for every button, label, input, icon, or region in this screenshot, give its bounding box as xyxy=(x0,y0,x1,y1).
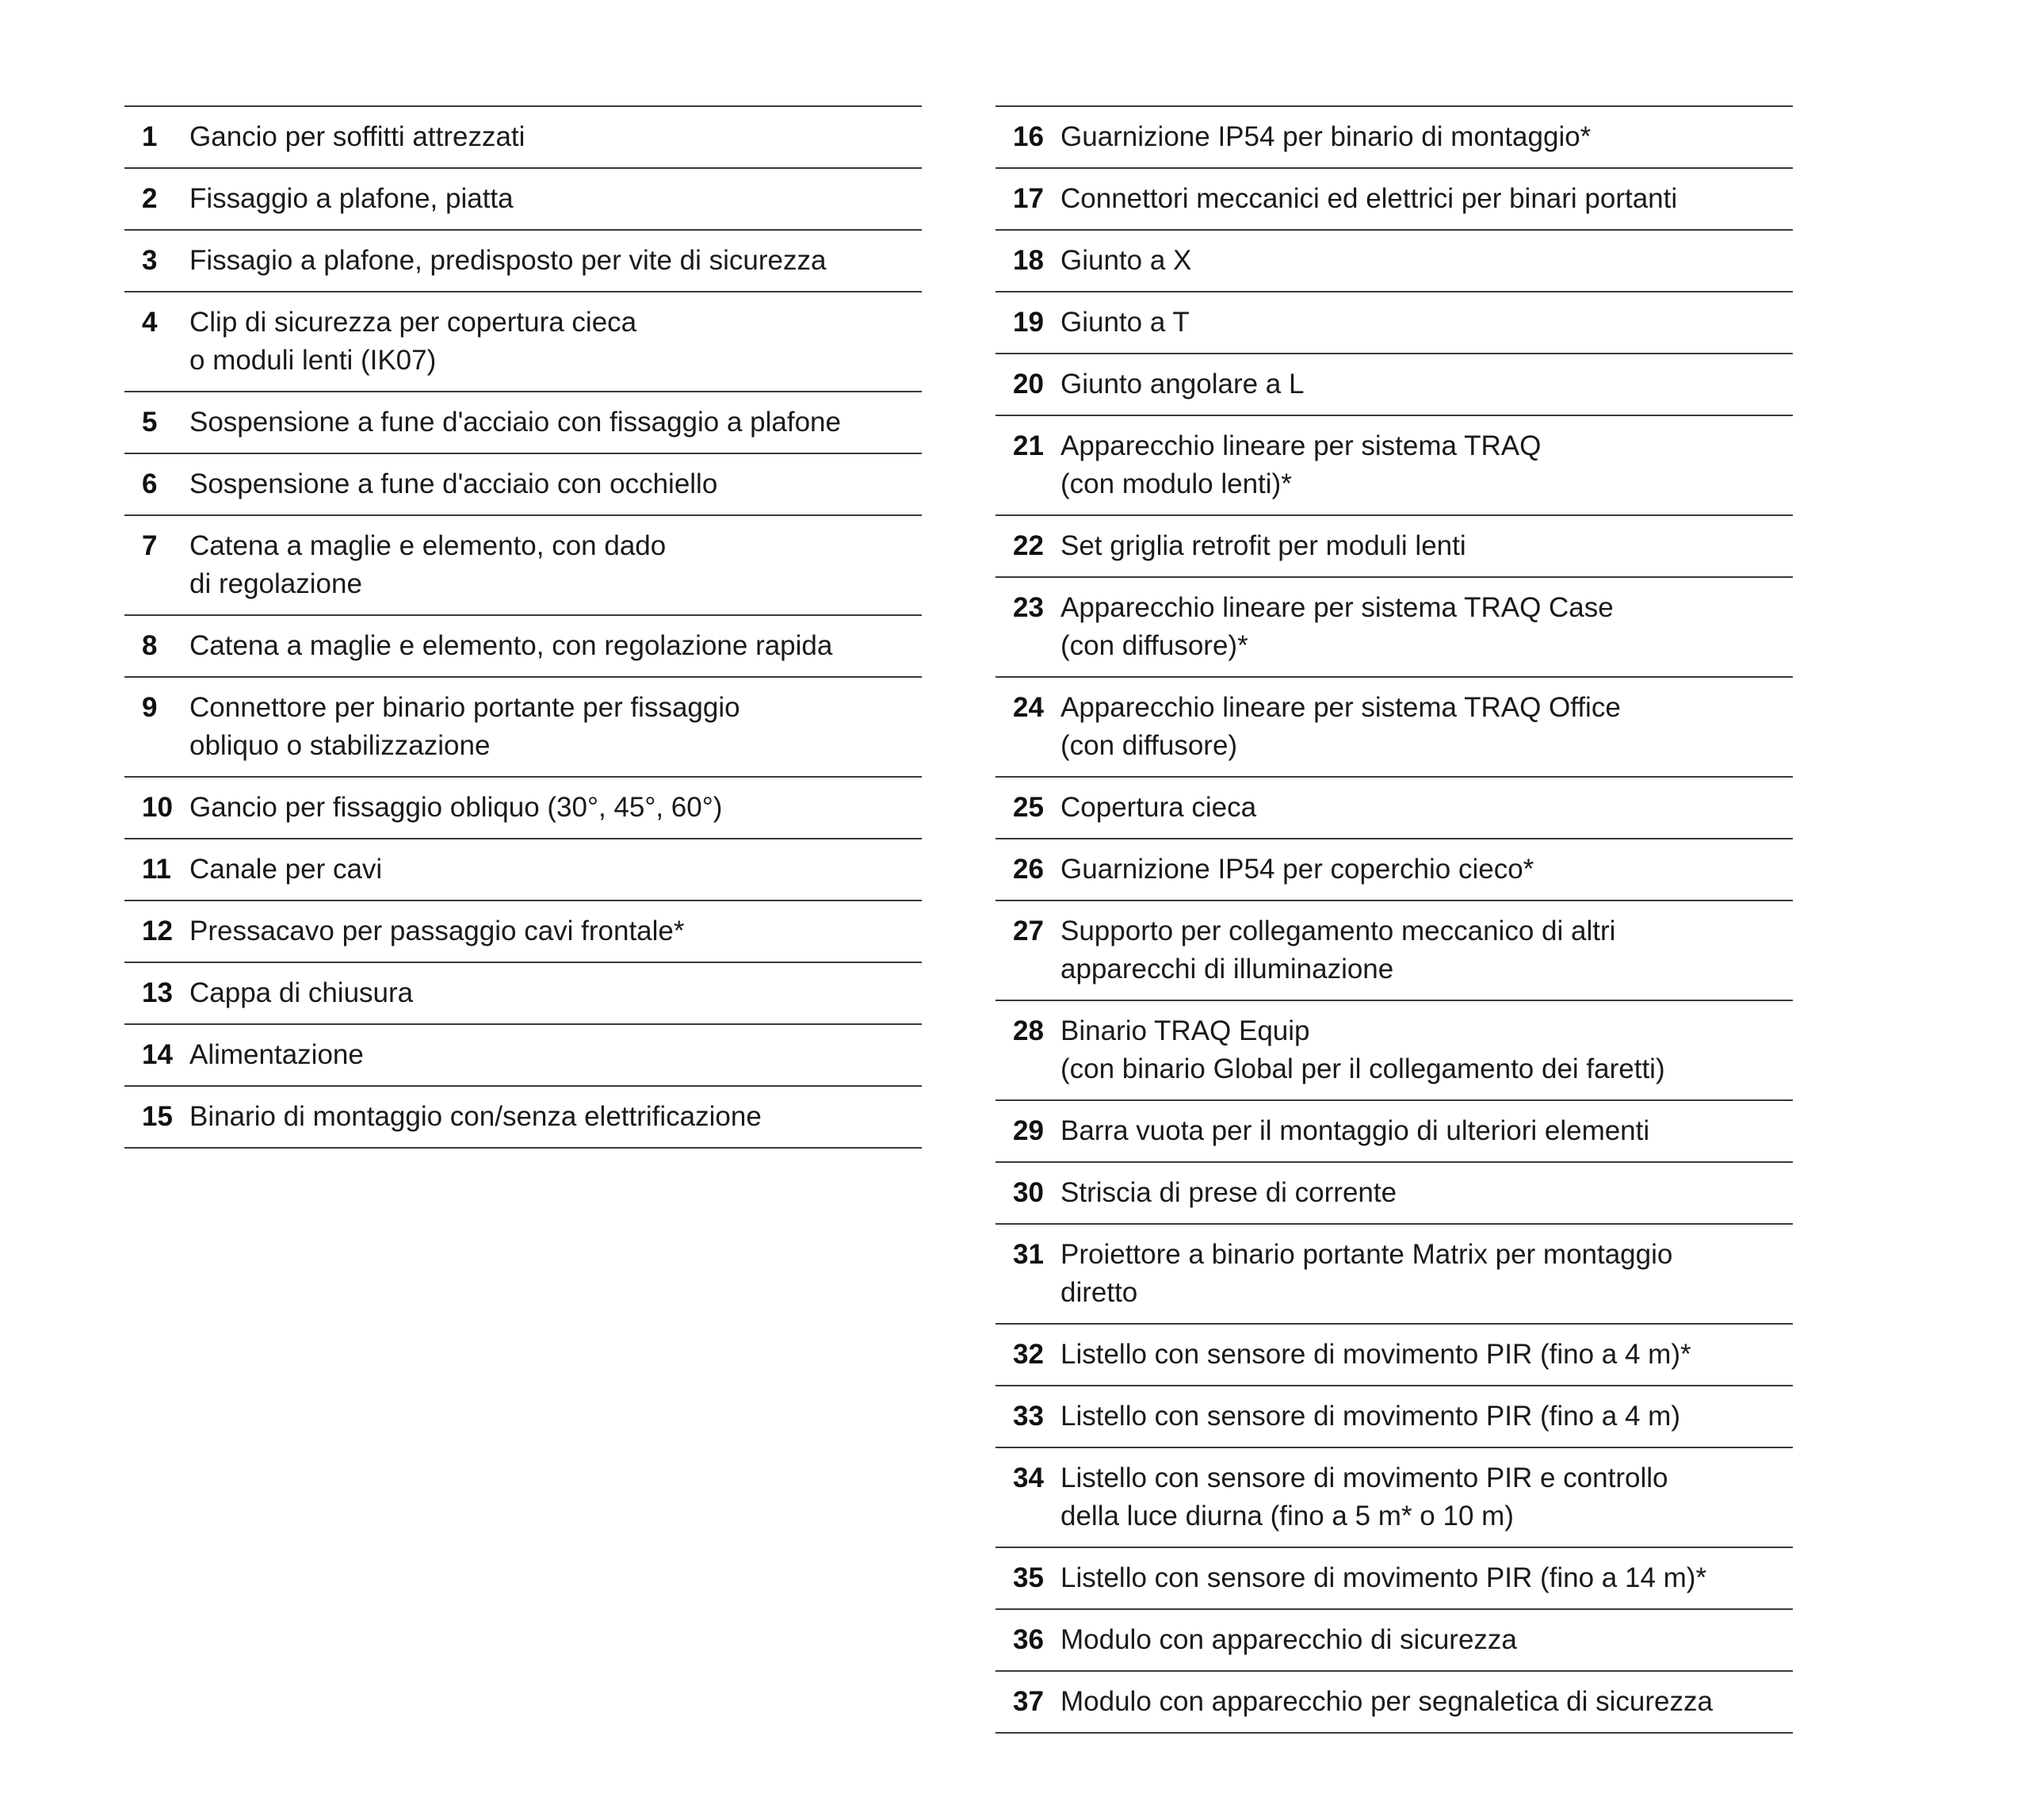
item-description xyxy=(189,304,636,380)
item-description-line: Giunto angolare a L xyxy=(1060,369,1305,400)
parts-list-row xyxy=(995,1325,1793,1386)
item-description xyxy=(189,627,832,665)
item-number: 24 xyxy=(1013,692,1044,723)
item-description xyxy=(1060,689,1621,765)
item-number: 19 xyxy=(1013,307,1044,338)
parts-list-row xyxy=(995,516,1793,578)
item-description-line: Guarnizione IP54 per coperchio cieco* xyxy=(1060,854,1534,885)
item-description-line: obliquo o stabilizzazione xyxy=(189,730,491,761)
item-description-line: (con diffusore) xyxy=(1060,730,1238,761)
item-number: 1 xyxy=(142,121,158,152)
item-description-line: Apparecchio lineare per sistema TRAQ Case xyxy=(1060,592,1614,623)
item-number: 22 xyxy=(1013,530,1044,561)
item-description xyxy=(1060,365,1304,403)
item-description-line: Giunto a T xyxy=(1060,307,1190,338)
item-number: 17 xyxy=(1013,183,1044,214)
item-description xyxy=(189,851,382,889)
parts-list-right xyxy=(995,105,1793,1734)
item-description-line: Apparecchio lineare per sistema TRAQ Office xyxy=(1060,692,1621,723)
item-description-line: Modulo con apparecchio di sicurezza xyxy=(1060,1624,1517,1655)
item-number: 37 xyxy=(1013,1686,1044,1717)
item-description xyxy=(1060,1236,1672,1312)
parts-list-row xyxy=(124,901,922,963)
item-description-line: (con binario Global per il collegamento dei faretti) xyxy=(1060,1053,1665,1084)
parts-list-row xyxy=(124,392,922,454)
item-description xyxy=(1060,1336,1691,1374)
item-description-line: Sospensione a fune d'acciaio con fissaggio a plafone xyxy=(189,407,841,438)
parts-list-left xyxy=(124,105,922,1149)
item-number: 27 xyxy=(1013,916,1044,946)
item-number: 29 xyxy=(1013,1115,1044,1146)
item-description xyxy=(1060,1559,1706,1597)
parts-list-row xyxy=(995,839,1793,901)
parts-list-row xyxy=(995,1163,1793,1225)
item-description xyxy=(1060,118,1591,156)
item-description-line: o moduli lenti (IK07) xyxy=(189,345,437,376)
parts-list-row xyxy=(995,354,1793,416)
item-description xyxy=(1060,789,1256,827)
item-number: 6 xyxy=(142,468,158,499)
item-description xyxy=(1060,1398,1680,1436)
item-description xyxy=(189,689,740,765)
item-description-line: Pressacavo per passaggio cavi frontale* xyxy=(189,916,685,946)
item-description-line: di regolazione xyxy=(189,568,362,599)
parts-list-row xyxy=(995,1672,1793,1734)
item-description-line: Copertura cieca xyxy=(1060,792,1257,823)
item-description-line: Sospensione a fune d'acciaio con occhiello xyxy=(189,468,718,499)
item-description-line: Binario TRAQ Equip xyxy=(1060,1015,1310,1046)
item-description-line: Binario di montaggio con/senza elettrificazione xyxy=(189,1101,762,1132)
item-description-line: Striscia di prese di corrente xyxy=(1060,1177,1397,1208)
item-description-line: apparecchi di illuminazione xyxy=(1060,954,1394,985)
item-description-line: Alimentazione xyxy=(189,1039,364,1070)
parts-list-row xyxy=(995,292,1793,354)
item-description xyxy=(1060,242,1191,280)
item-number: 18 xyxy=(1013,245,1044,276)
parts-list-row xyxy=(995,107,1793,169)
item-description xyxy=(189,242,826,280)
item-number: 13 xyxy=(142,977,173,1008)
item-description-line: Fissaggio a plafone, piatta xyxy=(189,183,514,214)
item-description xyxy=(189,1098,762,1136)
item-number: 10 xyxy=(142,792,173,823)
item-description-line: Proiettore a binario portante Matrix per montaggio xyxy=(1060,1239,1673,1270)
item-number: 16 xyxy=(1013,121,1044,152)
item-description xyxy=(189,1036,364,1074)
parts-list-row xyxy=(995,1001,1793,1101)
item-description xyxy=(189,912,685,950)
item-description xyxy=(1060,1012,1665,1088)
parts-list-row xyxy=(124,454,922,516)
item-number: 36 xyxy=(1013,1624,1044,1655)
item-number: 33 xyxy=(1013,1401,1044,1432)
item-number: 28 xyxy=(1013,1015,1044,1046)
parts-list-row xyxy=(124,516,922,616)
parts-list-row xyxy=(124,1025,922,1087)
item-number: 31 xyxy=(1013,1239,1044,1270)
parts-list-row xyxy=(995,1448,1793,1548)
item-description-line: Giunto a X xyxy=(1060,245,1192,276)
parts-list-row xyxy=(995,169,1793,231)
item-number: 26 xyxy=(1013,854,1044,885)
parts-list-row xyxy=(995,1610,1793,1672)
item-description-line: Fissagio a plafone, predisposto per vite di sicurezza xyxy=(189,245,827,276)
item-description-line: (con diffusore)* xyxy=(1060,630,1248,661)
item-description-line: Set griglia retrofit per moduli lenti xyxy=(1060,530,1466,561)
parts-list-row xyxy=(124,292,922,392)
item-description-line: Apparecchio lineare per sistema TRAQ xyxy=(1060,430,1542,461)
item-description-line: Cappa di chiusura xyxy=(189,977,414,1008)
item-description xyxy=(1060,304,1190,342)
item-description xyxy=(189,527,666,603)
item-description-line: Connettori meccanici ed elettrici per binari portanti xyxy=(1060,183,1678,214)
item-number: 4 xyxy=(142,307,158,338)
item-description-line: Supporto per collegamento meccanico di altri xyxy=(1060,916,1616,946)
parts-list-row xyxy=(124,778,922,839)
item-description xyxy=(1060,180,1677,218)
item-description-line: Clip di sicurezza per copertura cieca xyxy=(189,307,637,338)
item-description-line: (con modulo lenti)* xyxy=(1060,468,1292,499)
item-description-line: diretto xyxy=(1060,1277,1138,1308)
item-description-line: Listello con sensore di movimento PIR (fino a 14 m)* xyxy=(1060,1562,1707,1593)
item-description xyxy=(1060,427,1541,503)
item-number: 3 xyxy=(142,245,158,276)
item-number: 14 xyxy=(142,1039,173,1070)
parts-list-row xyxy=(124,963,922,1025)
item-description-line: Gancio per soffitti attrezzati xyxy=(189,121,525,152)
parts-list-row xyxy=(995,1386,1793,1448)
item-description xyxy=(189,789,722,827)
item-description xyxy=(1060,1683,1713,1721)
parts-list-row xyxy=(995,1101,1793,1163)
item-number: 23 xyxy=(1013,592,1044,623)
item-description-line: Listello con sensore di movimento PIR e controllo xyxy=(1060,1462,1668,1493)
item-number: 35 xyxy=(1013,1562,1044,1593)
item-number: 32 xyxy=(1013,1339,1044,1370)
item-description-line: Barra vuota per il montaggio di ulteriori elementi xyxy=(1060,1115,1650,1146)
item-description-line: Canale per cavi xyxy=(189,854,383,885)
item-description-line: Gancio per fissaggio obliquo (30°, 45°, 60°) xyxy=(189,792,723,823)
item-description-line: Catena a maglie e elemento, con regolazione rapida xyxy=(189,630,833,661)
parts-list-row xyxy=(124,1087,922,1149)
item-description xyxy=(1060,912,1615,988)
item-description-line: Listello con sensore di movimento PIR (fino a 4 m) xyxy=(1060,1401,1680,1432)
item-number: 20 xyxy=(1013,369,1044,400)
parts-list-row xyxy=(124,839,922,901)
parts-list-row xyxy=(995,901,1793,1001)
item-description xyxy=(1060,1112,1649,1150)
parts-list-row xyxy=(124,678,922,778)
item-description xyxy=(189,974,413,1012)
item-number: 34 xyxy=(1013,1462,1044,1493)
item-description xyxy=(1060,589,1614,665)
item-number: 8 xyxy=(142,630,158,661)
item-number: 21 xyxy=(1013,430,1044,461)
parts-list-row xyxy=(995,778,1793,839)
parts-list-row xyxy=(124,231,922,292)
item-description-line: Guarnizione IP54 per binario di montaggio* xyxy=(1060,121,1592,152)
item-description xyxy=(1060,527,1466,565)
item-description xyxy=(1060,851,1534,889)
item-description-line: della luce diurna (fino a 5 m* o 10 m) xyxy=(1060,1501,1514,1531)
item-number: 15 xyxy=(142,1101,173,1132)
parts-list-row xyxy=(124,107,922,169)
item-description xyxy=(1060,1621,1517,1659)
item-number: 7 xyxy=(142,530,158,561)
item-description xyxy=(1060,1459,1668,1535)
parts-list-row xyxy=(995,578,1793,678)
parts-list-row xyxy=(995,231,1793,292)
item-number: 12 xyxy=(142,916,173,946)
item-description-line: Catena a maglie e elemento, con dado xyxy=(189,530,667,561)
parts-list-row xyxy=(124,616,922,678)
item-description-line: Connettore per binario portante per fissaggio xyxy=(189,692,740,723)
item-number: 5 xyxy=(142,407,158,438)
item-number: 30 xyxy=(1013,1177,1044,1208)
item-description xyxy=(189,180,514,218)
parts-list-row xyxy=(995,1225,1793,1325)
item-description xyxy=(189,465,717,503)
item-description-line: Listello con sensore di movimento PIR (fino a 4 m)* xyxy=(1060,1339,1691,1370)
item-number: 2 xyxy=(142,183,158,214)
parts-list-row xyxy=(995,678,1793,778)
item-description xyxy=(1060,1174,1397,1212)
item-number: 11 xyxy=(142,854,171,885)
parts-list-row xyxy=(124,169,922,231)
item-number: 25 xyxy=(1013,792,1044,823)
item-number: 9 xyxy=(142,692,158,723)
parts-list-row xyxy=(995,416,1793,516)
item-description xyxy=(189,118,525,156)
parts-list-row xyxy=(995,1548,1793,1610)
item-description-line: Modulo con apparecchio per segnaletica di sicurezza xyxy=(1060,1686,1713,1717)
item-description xyxy=(189,403,841,442)
